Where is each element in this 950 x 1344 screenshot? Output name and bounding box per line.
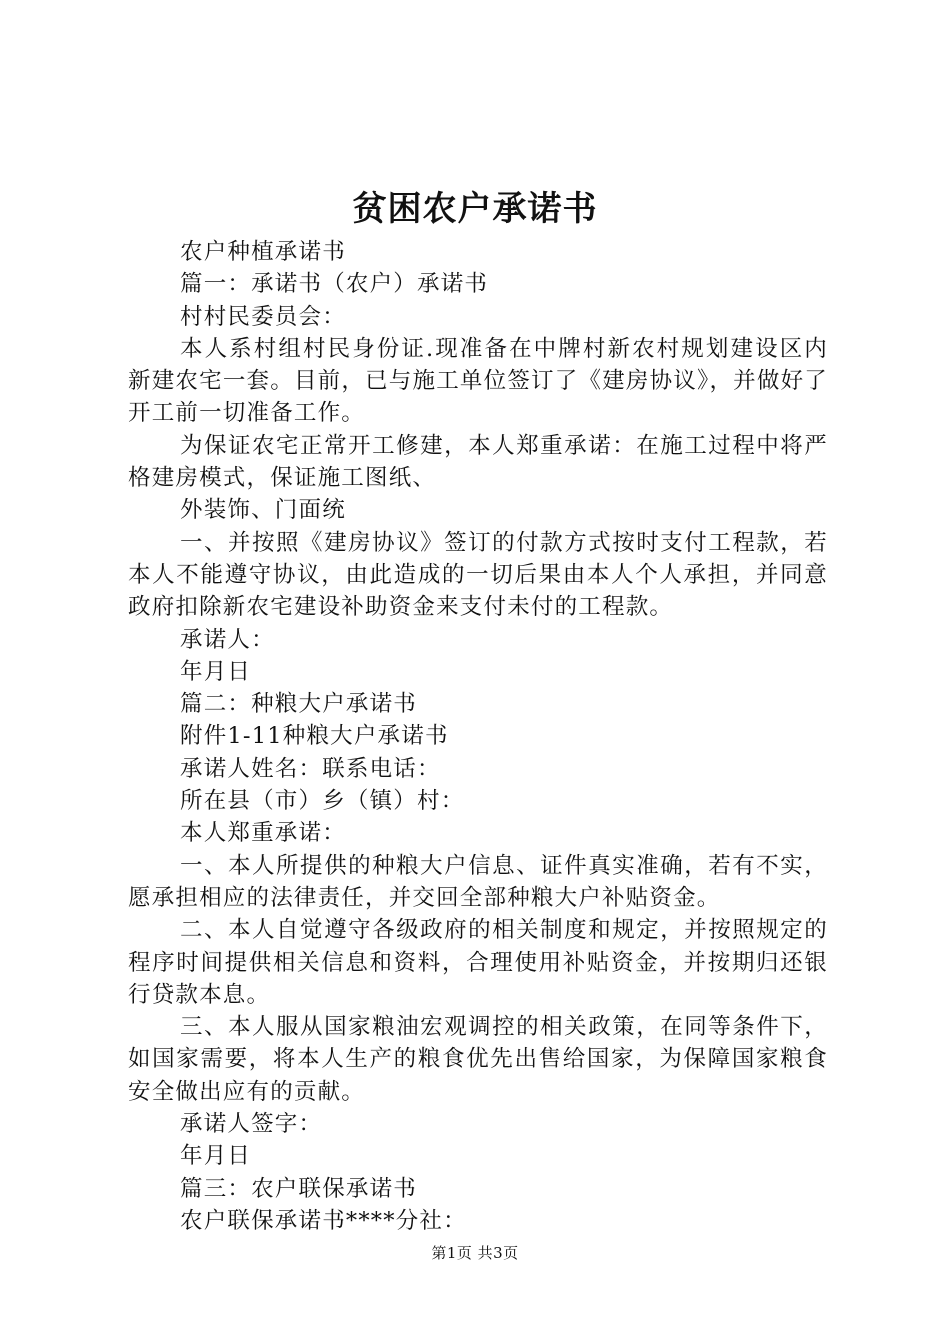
paragraph-14: 本人郑重承诺： [180,820,346,847]
paragraph-8: 承诺人： [180,626,275,653]
paragraph-17: 三、本人服从国家粮油宏观调控的相关政策，在同等条件下，如国家需要，将本人生产的粮食优先出售给国家，为保障国家粮食安全做出应有的贡献。 [128,1014,828,1105]
paragraph-16: 二、本人自觉遵守各级政府的相关制度和规定，并按照规定的程序时间提供相关信息和资料，合理使用补贴资金，并按期归还银行贷款本息。 [128,917,828,1008]
paragraph-10: 篇二：种粮大户承诺书 [180,691,418,718]
paragraph-4: 本人系村组村民身份证.现准备在中牌村新农村规划建设区内新建农宅一套。目前，已与施工单位签订了《建房协议》，并做好了开工前一切准备工作。 [128,335,828,427]
paragraph-6: 外装饰、门面统 [180,497,346,524]
paragraph-9: 年月日 [180,658,252,685]
paragraph-3: 村村民委员会： [180,303,346,330]
paragraph-19: 年月日 [180,1143,252,1170]
paragraph-15: 一、本人所提供的种粮大户信息、证件真实准确，若有不实，愿承担相应的法律责任，并交回全部种粮大户补贴资金。 [128,852,828,911]
paragraph-18: 承诺人签字： [180,1111,323,1138]
paragraph-12: 承诺人姓名：联系电话： [180,755,441,782]
paragraph-21: 农户联保承诺书****分社： [180,1207,467,1234]
paragraph-1: 农户种植承诺书 [180,239,346,265]
paragraph-5: 为保证农宅正常开工修建，本人郑重承诺：在施工过程中将严格建房模式，保证施工图纸、 [128,432,828,492]
paragraph-20: 篇三：农户联保承诺书 [180,1175,418,1202]
page-footer: 第1页 共3页 [431,1244,519,1262]
document-body [128,236,828,1237]
paragraph-2: 篇一：承诺书（农户）承诺书 [180,271,489,298]
paragraph-13: 所在县（市）乡（镇）村： [180,788,465,815]
paragraph-7: 一、并按照《建房协议》签订的付款方式按时支付工程款，若本人不能遵守协议，由此造成的一切后果由本人个人承担，并同意政府扣除新农宅建设补助资金来支付未付的工程款。 [128,529,828,621]
paragraph-11: 附件1-11种粮大户承诺书 [180,723,449,750]
document-title: 贫困农户承诺书 [352,189,598,229]
